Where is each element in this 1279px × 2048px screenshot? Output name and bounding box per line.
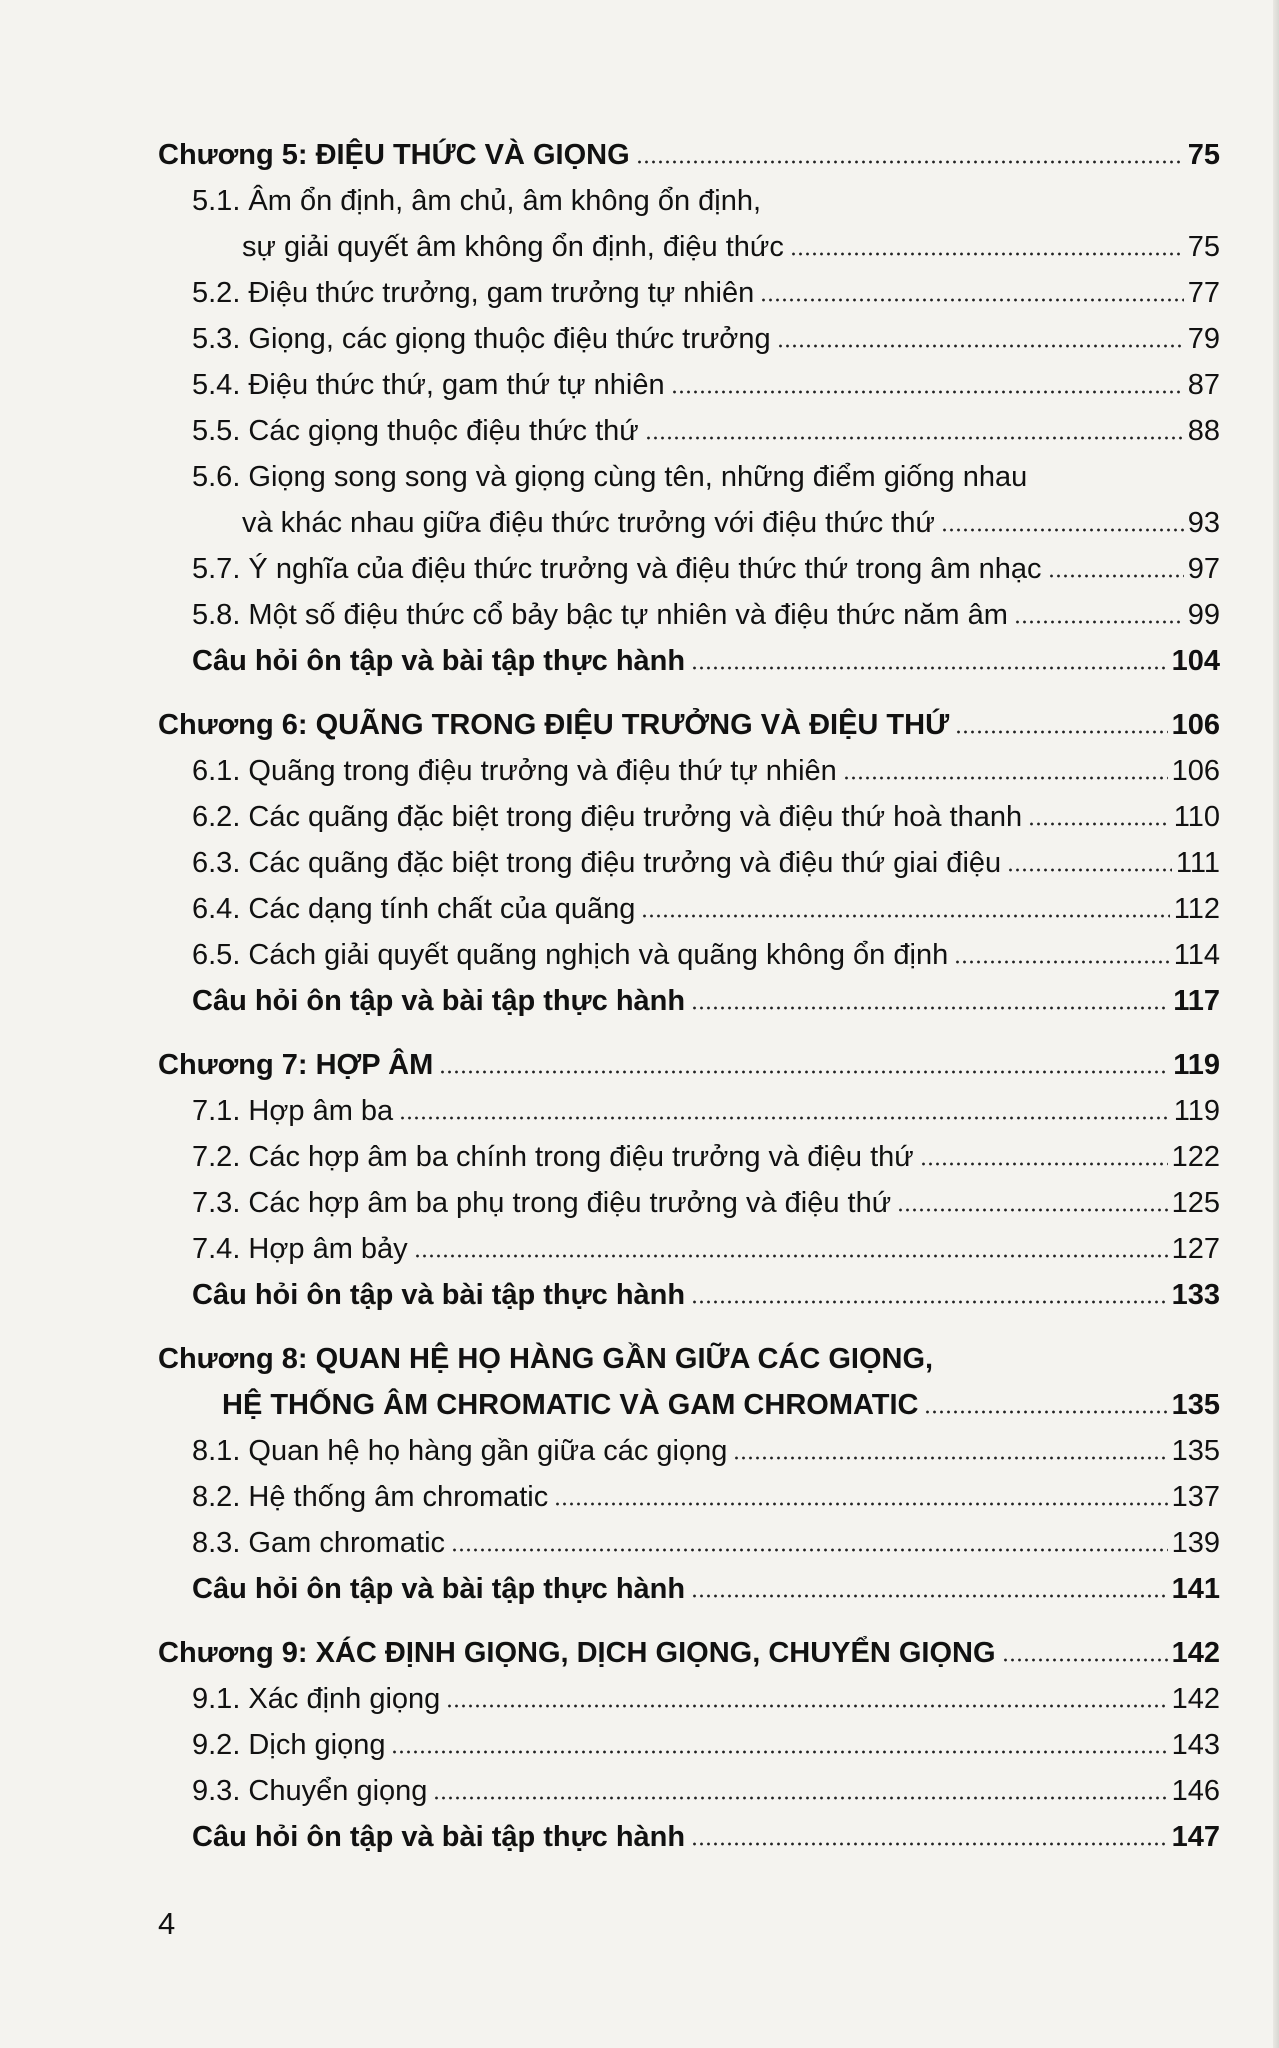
section-9-3: 9.3. Chuyển giọng 146 [192, 1775, 1220, 1807]
section-5-8: 5.8. Một số điệu thức cổ bảy bậc tự nhiên và điệu thức năm âm 99 [192, 599, 1220, 631]
section-5-7: 5.7. Ý nghĩa của điệu thức trưởng và điệu thức thứ trong âm nhạc 97 [192, 553, 1220, 585]
table-of-contents [158, 124, 1220, 1852]
section-5-6-line2: và khác nhau giữa điệu thức trưởng với điệu thức thứ 93 [242, 507, 1220, 539]
chapter-6-review: Câu hỏi ôn tập và bài tập thực hành 117 [192, 985, 1220, 1017]
section-5-2: 5.2. Điệu thức trưởng, gam trưởng tự nhiên 77 [192, 277, 1220, 309]
chapter-7-review: Câu hỏi ôn tập và bài tập thực hành 133 [192, 1279, 1220, 1311]
section-5-4: 5.4. Điệu thức thứ, gam thứ tự nhiên 87 [192, 369, 1220, 401]
section-8-2: 8.2. Hệ thống âm chromatic 137 [192, 1481, 1220, 1513]
page-edge [1273, 0, 1279, 2048]
section-7-4: 7.4. Hợp âm bảy 127 [192, 1233, 1220, 1265]
page-number: 4 [158, 1906, 176, 1941]
section-8-1: 8.1. Quan hệ họ hàng gần giữa các giọng 135 [192, 1435, 1220, 1467]
chapter-7-heading: Chương 7: HỢP ÂM 119 [158, 1049, 1220, 1081]
section-6-4: 6.4. Các dạng tính chất của quãng 112 [192, 893, 1220, 925]
chapter-8-heading: Chương 8: QUAN HỆ HỌ HÀNG GẦN GIỮA CÁC GIỌNG, [158, 1343, 934, 1375]
chapter-8-heading-cont: HỆ THỐNG ÂM CHROMATIC VÀ GAM CHROMATIC 135 [222, 1389, 1220, 1421]
section-6-5: 6.5. Cách giải quyết quãng nghịch và quãng không ổn định 114 [192, 939, 1220, 971]
chapter-8-review: Câu hỏi ôn tập và bài tập thực hành 141 [192, 1573, 1220, 1605]
section-5-1-line1: 5.1. Âm ổn định, âm chủ, âm không ổn định, [192, 185, 762, 217]
section-5-3: 5.3. Giọng, các giọng thuộc điệu thức trưởng 79 [192, 323, 1220, 355]
section-6-1: 6.1. Quãng trong điệu trưởng và điệu thứ tự nhiên 106 [192, 755, 1220, 787]
section-6-2: 6.2. Các quãng đặc biệt trong điệu trưởng và điệu thứ hoà thanh 110 [192, 801, 1220, 833]
section-6-3: 6.3. Các quãng đặc biệt trong điệu trưởng và điệu thứ giai điệu 111 [192, 847, 1220, 879]
chapter-9-review: Câu hỏi ôn tập và bài tập thực hành 147 [192, 1821, 1220, 1853]
chapter-6-heading: Chương 6: QUÃNG TRONG ĐIỆU TRƯỞNG VÀ ĐIỆU THỨ 106 [158, 709, 1220, 741]
chapter-9-heading: Chương 9: XÁC ĐỊNH GIỌNG, DỊCH GIỌNG, CHUYỂN GIỌNG 142 [158, 1637, 1220, 1669]
section-5-6-line1: 5.6. Giọng song song và giọng cùng tên, những điểm giống nhau [192, 461, 1028, 493]
section-7-2: 7.2. Các hợp âm ba chính trong điệu trưởng và điệu thứ 122 [192, 1141, 1220, 1173]
section-5-1-line2: sự giải quyết âm không ổn định, điệu thức 75 [242, 231, 1220, 263]
section-5-5: 5.5. Các giọng thuộc điệu thức thứ 88 [192, 415, 1220, 447]
chapter-5-review: Câu hỏi ôn tập và bài tập thực hành 104 [192, 645, 1220, 677]
section-9-2: 9.2. Dịch giọng 143 [192, 1729, 1220, 1761]
section-7-3: 7.3. Các hợp âm ba phụ trong điệu trưởng và điệu thứ 125 [192, 1187, 1220, 1219]
section-9-1: 9.1. Xác định giọng 142 [192, 1683, 1220, 1715]
section-7-1: 7.1. Hợp âm ba 119 [192, 1095, 1220, 1127]
chapter-5-heading: Chương 5: ĐIỆU THỨC VÀ GIỌNG 75 [158, 139, 1220, 171]
section-8-3: 8.3. Gam chromatic 139 [192, 1527, 1220, 1559]
